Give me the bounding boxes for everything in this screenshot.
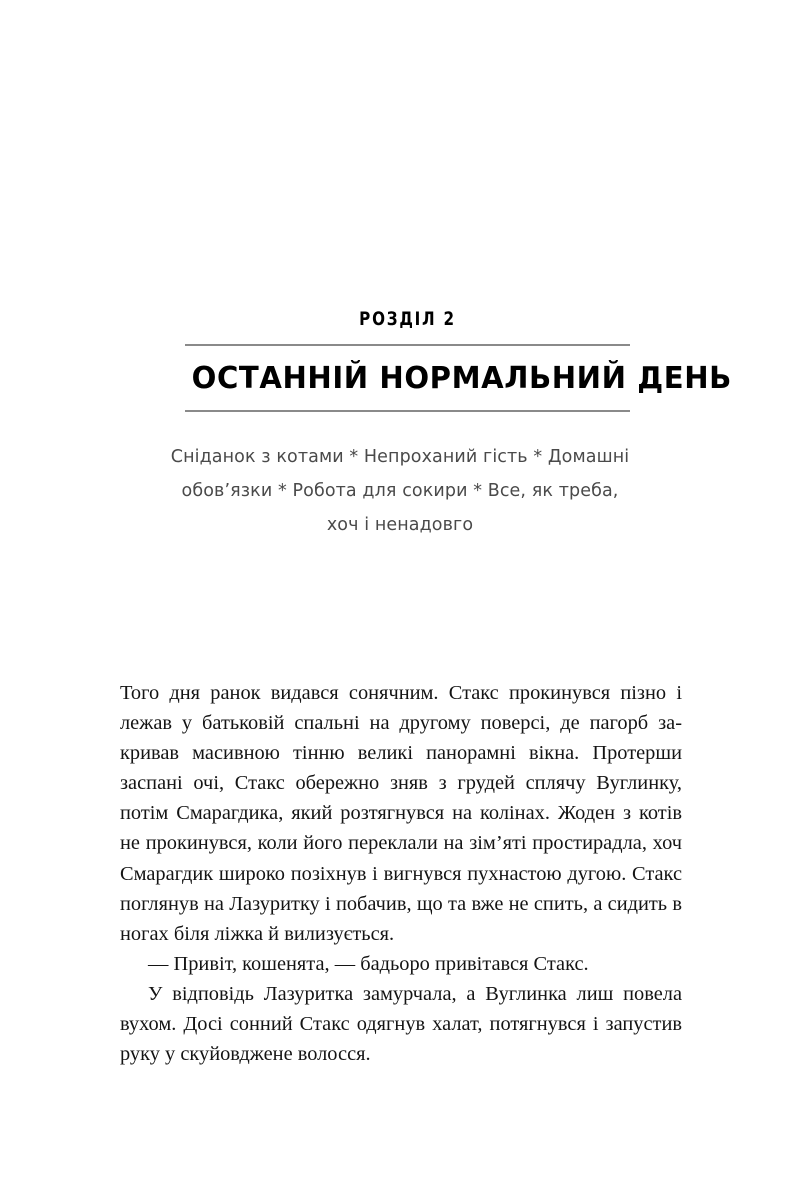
heading-rule-bottom bbox=[185, 410, 630, 412]
body-paragraph-dialogue: — Привіт, кошенята, — бадьоро привітався Стакс. bbox=[148, 952, 589, 975]
chapter-heading-block bbox=[185, 308, 732, 412]
chapter-number-label: РОЗДІЛ 2 bbox=[359, 308, 456, 330]
chapter-body-text bbox=[120, 678, 682, 1069]
body-paragraph: У відповідь Лазуритка замурчала, а Вуглинка лиш повела вухом. Досі сонний Стакс одягнув халат, потягнувся і запустив руку у скуйовджене волосся. bbox=[120, 982, 682, 1066]
chapter-contents-summary: Сніданок з котами * Непроханий гість * Домашні обов’язки * Робота для сокири * Все, як треба, хоч і ненадовго bbox=[170, 447, 630, 535]
body-paragraph: Того дня ранок видався сонячним. Стакс прокинувся пізно і лежав у батьковій спальні на другому поверсі, де пагорб закривав масивною тінню великі панорамні вікна. Протерши заспані очі, Стакс обережно зняв з грудей сплячу Вуглинку, потім Смарагдика, який розтягнувся на колінах. Жоден з котів не прокинувся, коли його переклали на зім’яті простирадла, хоч Смарагдик широко позіхнув і вигнувся пухнастою дугою. Стакс поглянув на Лазуритку і побачив, що та вже не спить, а сидить в ногах біля ліжка й вилизується. bbox=[120, 682, 682, 945]
chapter-title: ОСТАННІЙ НОРМАЛЬНИЙ ДЕНЬ bbox=[191, 360, 732, 396]
